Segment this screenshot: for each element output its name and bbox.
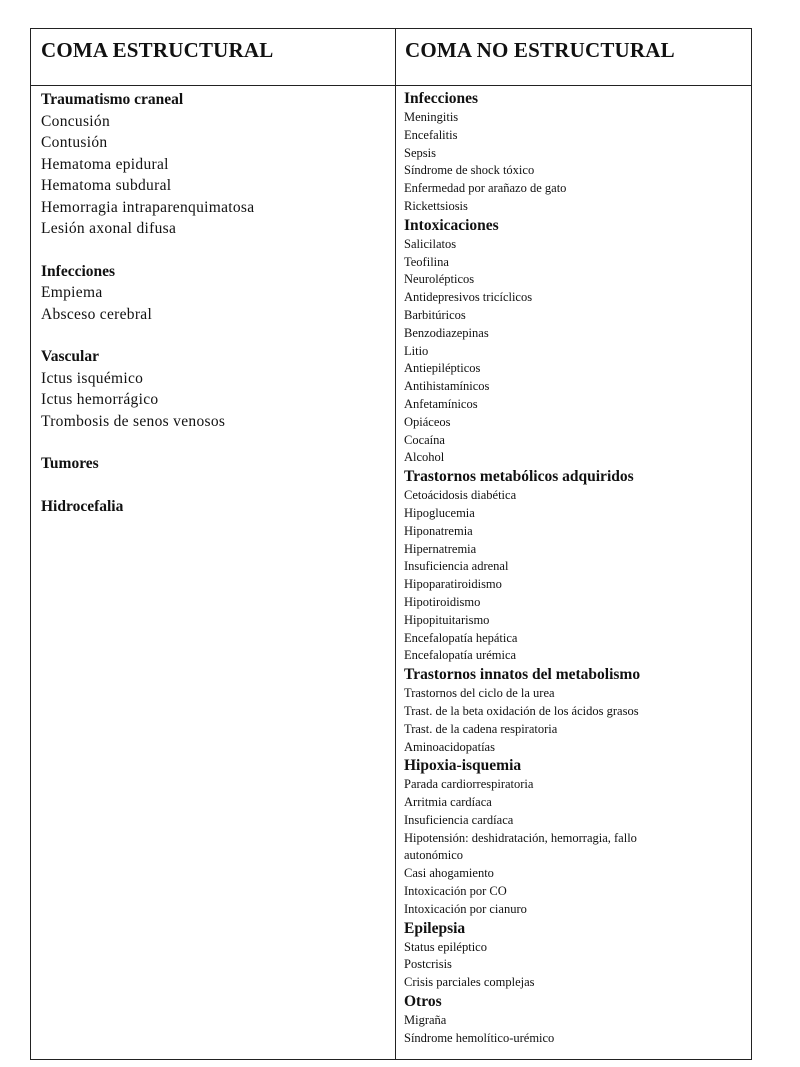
list-item: Insuficiencia adrenal (404, 559, 509, 574)
list-item: Neurolépticos (404, 272, 475, 287)
list-item: Hematoma subdural (41, 177, 172, 194)
list-item: Trastornos del ciclo de la urea (404, 686, 555, 701)
group-title: Hipoxia-isquemia (404, 757, 522, 775)
group-title: Infecciones (41, 262, 116, 280)
list-item: Ictus isquémico (41, 369, 144, 387)
list-item: Cetoácidosis diabética (404, 488, 517, 503)
list-item: Parada cardiorrespiratoria (404, 777, 534, 792)
list-item: Insuficiencia cardíaca (404, 812, 514, 827)
header-divider (31, 85, 751, 86)
list-item: Contusión (41, 134, 108, 151)
list-item: Casi ahogamiento (404, 866, 494, 881)
group-title: Traumatismo craneal (41, 91, 184, 108)
group-title: Tumores (41, 455, 99, 472)
list-item: Hipernatremia (404, 541, 477, 556)
list-item: Síndrome hemolítico-urémico (404, 1030, 555, 1045)
group-title: Infecciones (404, 90, 479, 107)
structural-group (41, 261, 386, 326)
list-item: Crisis parciales complejas (404, 975, 535, 990)
list-item: Antidepresivos tricíclicos (404, 290, 533, 305)
list-item: Trombosis de senos venosos (41, 412, 226, 430)
coma-classification-table (30, 28, 752, 1060)
list-item: Status epiléptico (404, 939, 487, 954)
list-item: Encefalopatía hepática (404, 630, 518, 645)
list-item: Enfermedad por arañazo de gato (404, 181, 567, 196)
group-title: Hidrocefalia (41, 497, 124, 515)
column-divider (395, 29, 396, 1059)
list-item: Barbitúricos (404, 307, 466, 322)
group-title: Intoxicaciones (404, 216, 499, 234)
list-item: Antihistamínicos (404, 379, 490, 394)
group-title: Trastornos innatos del metabolismo (404, 666, 641, 684)
list-item: Encefalopatía urémica (404, 648, 517, 663)
list-item: Benzodiazepinas (404, 325, 489, 340)
list-item: Trast. de la beta oxidación de los ácidos grasos (404, 703, 639, 718)
list-item: Trast. de la cadena respiratoria (404, 721, 558, 736)
list-item: Intoxicación por CO (404, 884, 507, 899)
list-item: Hipopituitarismo (404, 612, 490, 627)
header-structural: COMA ESTRUCTURAL (41, 38, 274, 62)
list-item: Antiepilépticos (404, 361, 481, 376)
list-item: Ictus hemorrágico (41, 391, 159, 408)
list-item: Litio (404, 343, 429, 358)
list-item: Sepsis (404, 145, 436, 160)
group-title: Otros (404, 993, 442, 1011)
list-item: Salicilatos (404, 236, 457, 251)
structural-group (41, 453, 386, 475)
list-item: Encefalitis (404, 127, 458, 142)
list-item: Meningitis (404, 110, 459, 124)
header-non-structural: COMA NO ESTRUCTURAL (405, 38, 675, 62)
list-item: Hiponatremia (404, 523, 473, 538)
list-item: Hipotensión: deshidratación, hemorragia, fallo (404, 830, 637, 845)
list-item: Alcohol (404, 450, 445, 465)
group-title: Trastornos metabólicos adquiridos (404, 468, 634, 486)
list-item: Postcrisis (404, 957, 452, 972)
list-item: Migraña (404, 1013, 447, 1028)
group-title: Epilepsia (404, 919, 466, 937)
list-item: Rickettsiosis (404, 198, 468, 213)
non-structural-column (404, 89, 744, 1048)
structural-column (41, 89, 386, 538)
list-item: Concusión (41, 112, 111, 130)
structural-group (41, 496, 386, 518)
list-item: Aminoacidopatías (404, 739, 495, 754)
list-item: Anfetamínicos (404, 396, 478, 411)
list-item: Cocaína (404, 432, 445, 447)
list-item: Teofilina (404, 254, 449, 269)
list-item: Hipoparatiroidismo (404, 577, 502, 592)
list-item: Arritmia cardíaca (404, 795, 492, 810)
structural-group (41, 346, 386, 432)
list-item: Hipotiroidismo (404, 594, 481, 609)
group-title: Vascular (41, 348, 99, 365)
list-item: autonómico (404, 848, 464, 863)
structural-group (41, 89, 386, 240)
list-item: Hipoglucemia (404, 505, 475, 520)
list-item: Empiema (41, 284, 103, 301)
list-item: Opiáceos (404, 414, 451, 429)
list-item: Hematoma epidural (41, 155, 169, 173)
list-item: Hemorragia intraparenquimatosa (41, 198, 255, 216)
list-item: Absceso cerebral (41, 305, 153, 323)
list-item: Intoxicación por cianuro (404, 901, 527, 916)
list-item: Síndrome de shock tóxico (404, 163, 535, 178)
list-item: Lesión axonal difusa (41, 220, 177, 237)
